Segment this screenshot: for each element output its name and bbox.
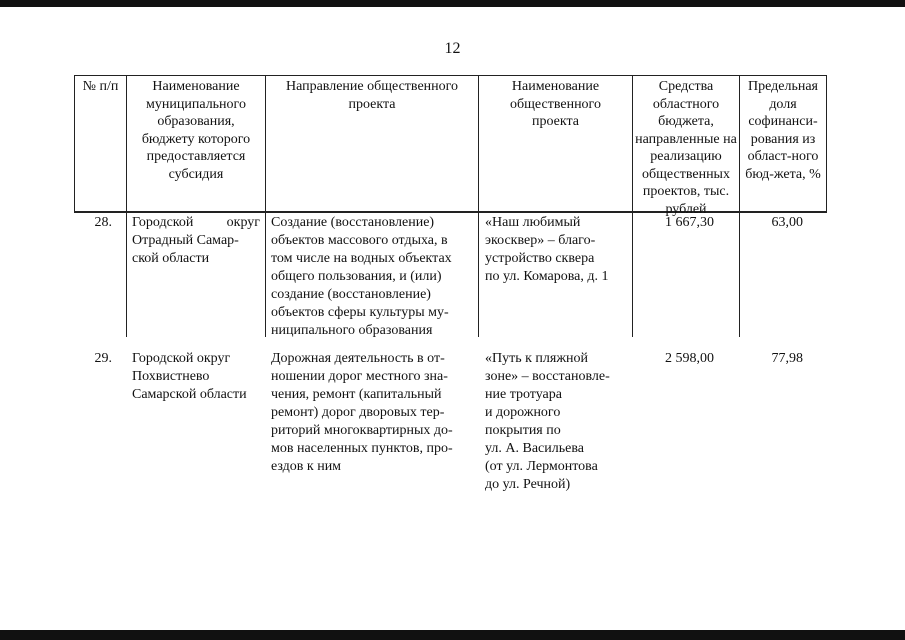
- project-line: до ул. Речной): [485, 477, 571, 492]
- table-row: [74, 349, 827, 499]
- direction-line: объектов сферы культуры му-: [271, 305, 449, 320]
- row-direction: [271, 350, 476, 476]
- row-share: 77,98: [771, 351, 803, 366]
- project-line: и дорожного: [485, 405, 561, 420]
- header-share: Предельная доля софинанси-рования из област-ного бюд-жета, %: [745, 79, 821, 182]
- row-funds: 2 598,00: [665, 351, 714, 366]
- direction-line: Дорожная деятельность в от-: [271, 351, 445, 366]
- municipality-word: округ: [226, 215, 260, 230]
- header-municipality: Наименование муниципального образования, бюджету которого предоставляется субсидия: [127, 76, 266, 212]
- column-divider: [265, 213, 266, 337]
- project-line: ние тротуара: [485, 387, 562, 402]
- column-divider: [126, 213, 127, 337]
- row-number: 28.: [94, 215, 112, 230]
- direction-line: Создание (восстановление): [271, 215, 435, 230]
- municipality-line: Самарской области: [132, 387, 247, 402]
- header-number: № п/п: [75, 76, 127, 212]
- direction-line: ношении дорог местного зна-: [271, 369, 448, 384]
- column-divider: [478, 213, 479, 337]
- project-line: «Путь к пляжной: [485, 351, 588, 366]
- header-direction: Направление общественного проекта: [266, 76, 479, 212]
- table-header: [74, 75, 827, 217]
- direction-line: чения, ремонт (капитальный: [271, 387, 442, 402]
- header-funds: Средства областного бюджета, направленные на реализацию общественных проектов, тыс. рублей: [633, 76, 740, 212]
- header-project: Наименование общественного проекта: [479, 76, 633, 212]
- direction-line: мов населенных пунктов, про-: [271, 441, 453, 456]
- row-project: [485, 214, 630, 286]
- municipality-line: Похвистнево: [132, 369, 210, 384]
- project-line: по ул. Комарова, д. 1: [485, 269, 609, 284]
- table-row: [74, 213, 827, 337]
- bottom-border-bar: [0, 630, 905, 640]
- project-line: устройство сквера: [485, 251, 595, 266]
- municipality-line: [132, 214, 260, 232]
- direction-line: риторий многоквартирных до-: [271, 423, 453, 438]
- row-share: 63,00: [771, 215, 803, 230]
- row-municipality: [132, 214, 260, 268]
- page-number: 12: [444, 40, 461, 57]
- project-line: зоне» – восстановле-: [485, 369, 610, 384]
- direction-line: общего пользования, и (или): [271, 269, 442, 284]
- project-line: экосквер» – благо-: [485, 233, 596, 248]
- row-project: [485, 350, 630, 494]
- direction-line: создание (восстановление): [271, 287, 431, 302]
- row-number: 29.: [94, 351, 112, 366]
- direction-line: ремонт) дорог дворовых тер-: [271, 405, 445, 420]
- direction-line: том числе на водных объектах: [271, 251, 452, 266]
- top-border-bar: [0, 0, 905, 7]
- project-line: покрытия по: [485, 423, 561, 438]
- municipality-line: ской области: [132, 251, 210, 266]
- project-line: ул. А. Васильева: [485, 441, 584, 456]
- row-direction: [271, 214, 476, 340]
- municipality-line: Городской округ: [132, 351, 231, 366]
- municipality-line: Отрадный Самар-: [132, 233, 239, 248]
- project-line: «Наш любимый: [485, 215, 581, 230]
- project-line: (от ул. Лермонтова: [485, 459, 598, 474]
- direction-line: ниципального образования: [271, 323, 433, 338]
- municipality-word: Городской: [132, 215, 194, 230]
- direction-line: ездов к ним: [271, 459, 342, 474]
- direction-line: объектов массового отдыха, в: [271, 233, 448, 248]
- row-funds: 1 667,30: [665, 215, 714, 230]
- row-municipality: [132, 350, 260, 404]
